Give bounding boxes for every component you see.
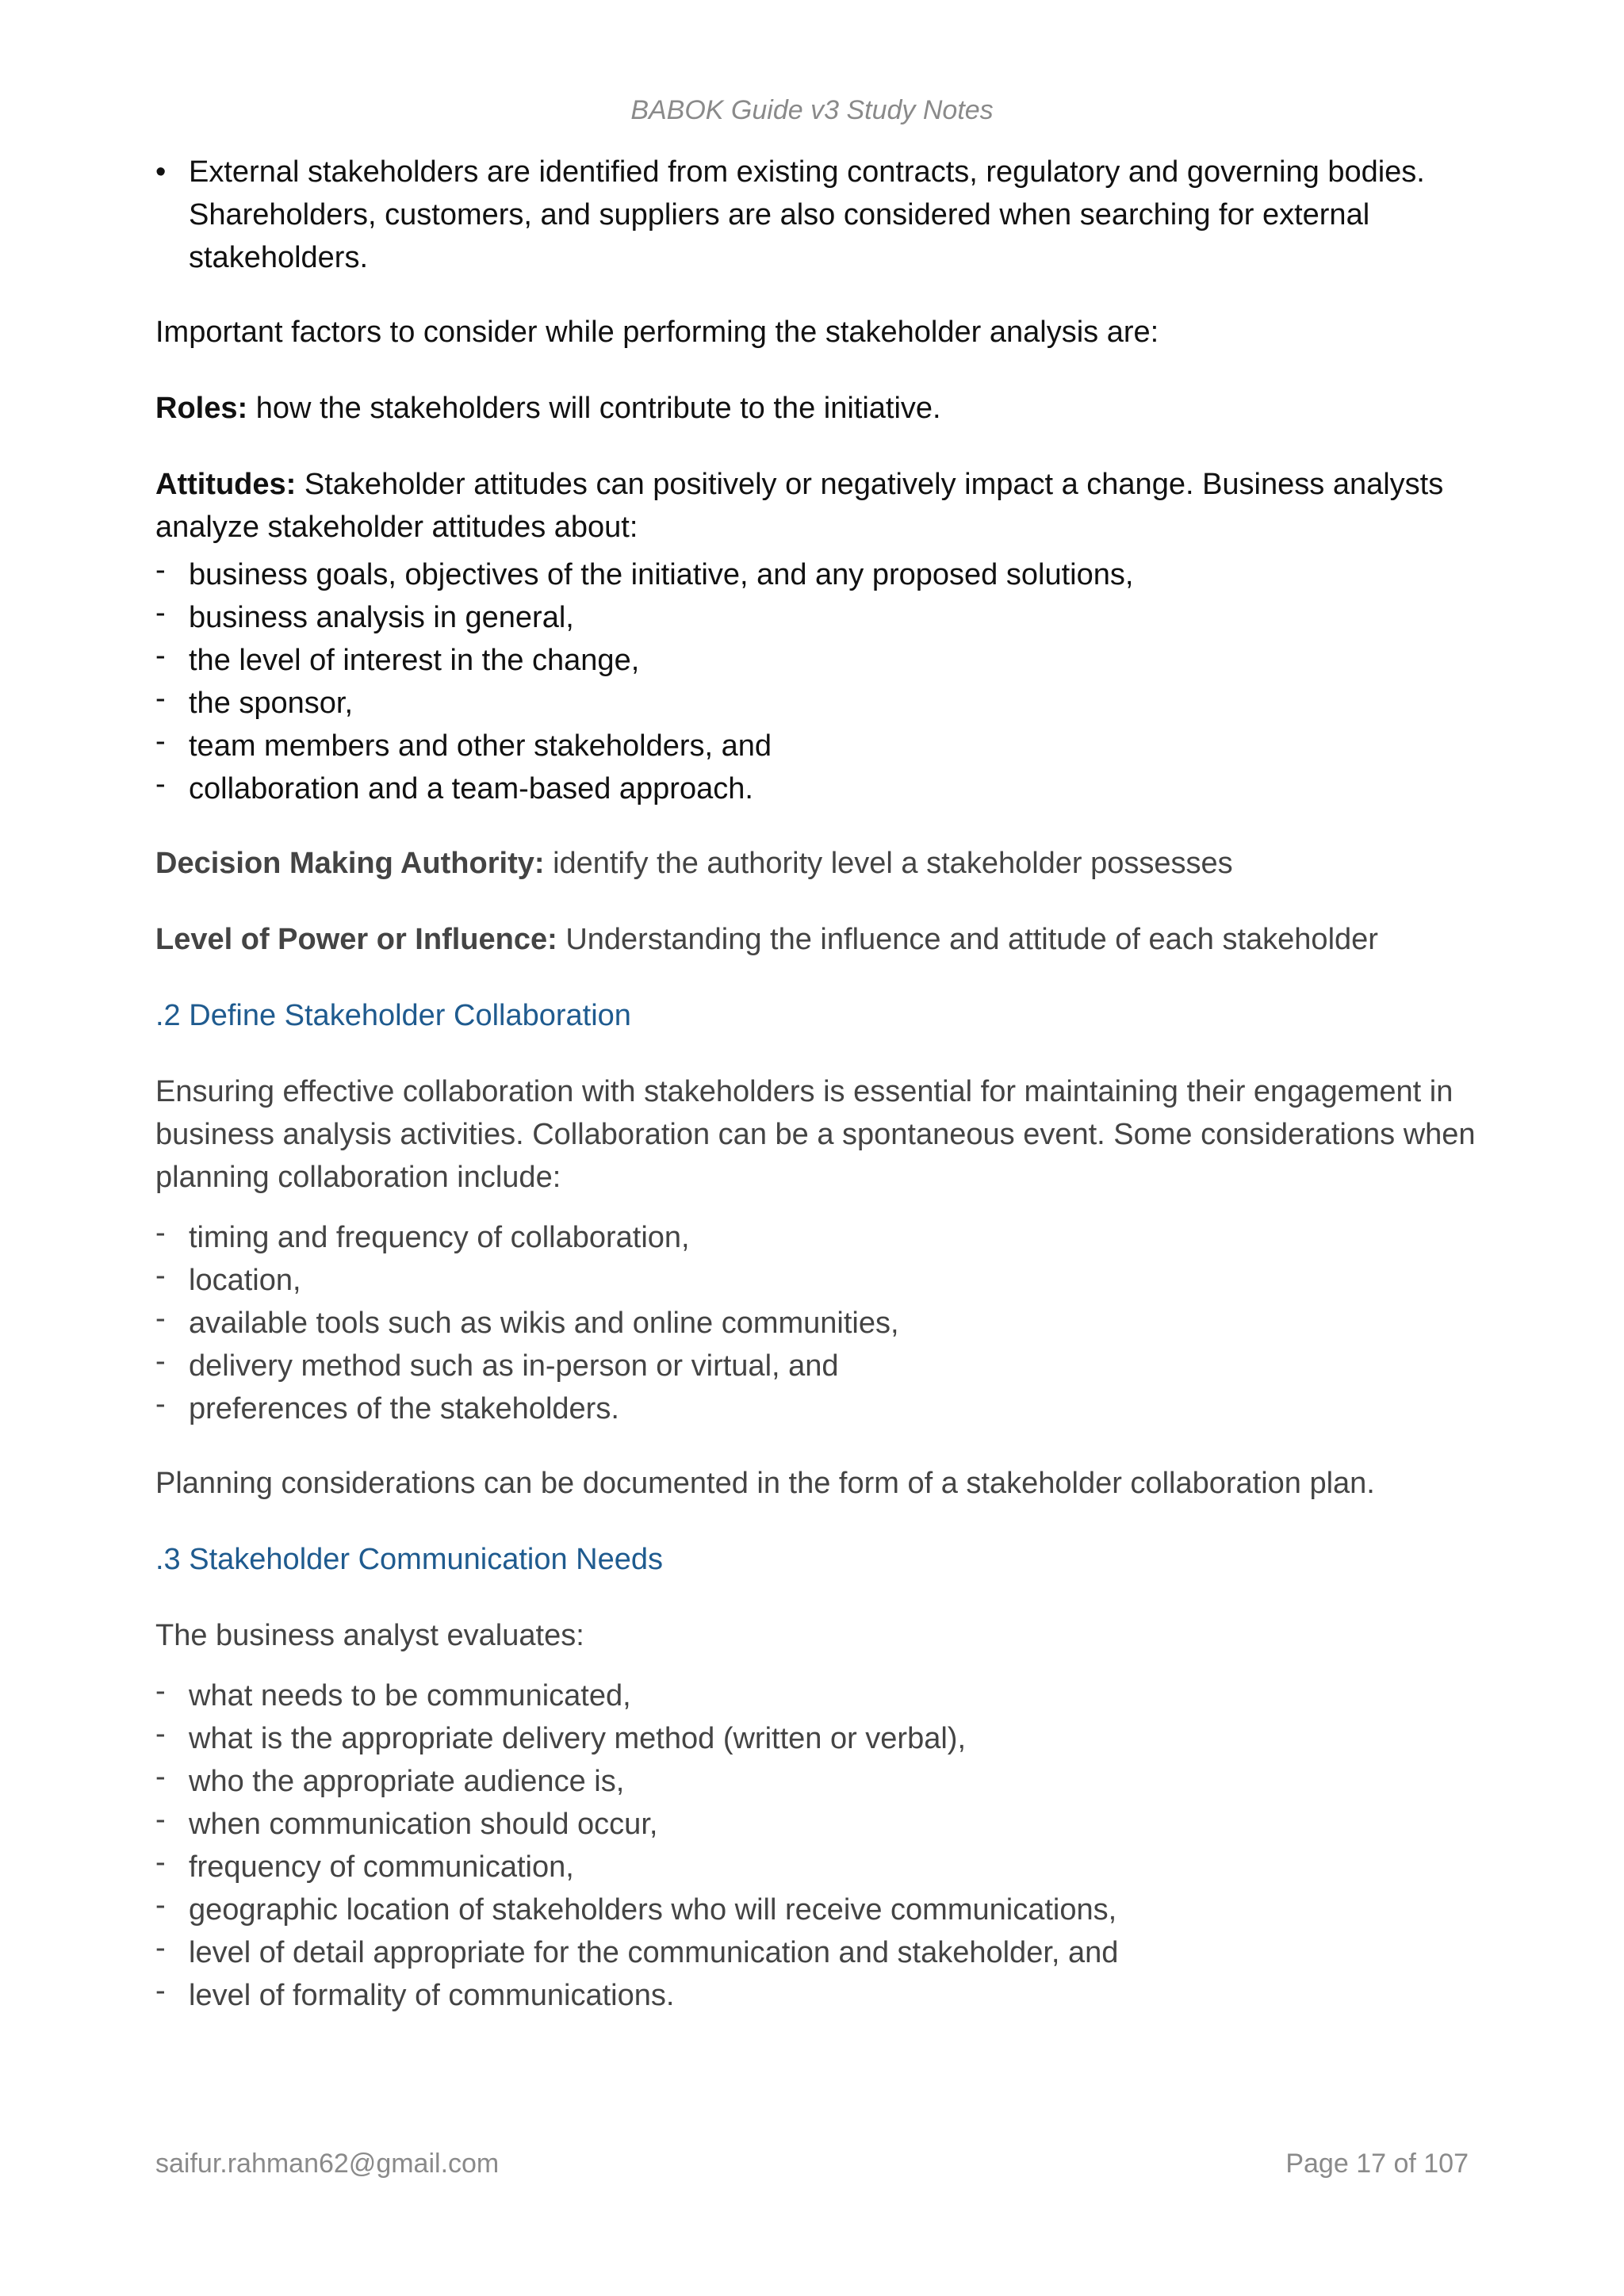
section-2-intro: Ensuring effective collaboration with stakeholders is essential for maintaining their engagement in business analysis activities. Collaboration can be a spontaneous event. Some considerations when planning collaboration include:	[155, 1075, 1476, 1194]
dash-icon: -	[155, 1803, 166, 1836]
list-item: - frequency of communication,	[155, 1846, 1488, 1888]
attitudes-label: Attitudes:	[155, 468, 297, 501]
decision-paragraph	[155, 842, 1488, 885]
dash-icon: -	[155, 1846, 166, 1879]
dash-icon: -	[155, 639, 166, 672]
roles-text: how the stakeholders will contribute to the initiative.	[247, 392, 941, 425]
dash-icon: -	[155, 725, 166, 758]
external-stakeholders-bullet	[155, 151, 1488, 279]
list-item: - level of detail appropriate for the communication and stakeholder, and	[155, 1931, 1488, 1974]
bullet-text: External stakeholders are identified from existing contracts, regulatory and governing bodies. Shareholders, customers, and suppliers are also considered when searching for external stakeholders.	[189, 155, 1425, 274]
list-item: - what needs to be communicated,	[155, 1674, 1488, 1717]
list-item: - who the appropriate audience is,	[155, 1760, 1488, 1803]
dash-icon: -	[155, 1387, 166, 1421]
list-item: - when communication should occur,	[155, 1803, 1488, 1846]
list-item: - delivery method such as in-person or virtual, and	[155, 1345, 1488, 1387]
section-2-closing: Planning considerations can be documented in the form of a stakeholder collaboration plan.	[155, 1467, 1375, 1500]
page-content	[155, 151, 1488, 2049]
attitudes-list	[155, 553, 1488, 810]
list-item: - business goals, objectives of the initiative, and any proposed solutions,	[155, 553, 1488, 596]
list-item: - location,	[155, 1259, 1488, 1302]
bullet-dot-icon: •	[155, 155, 167, 189]
list-item: - business analysis in general,	[155, 596, 1488, 639]
list-item: - geographic location of stakeholders who will receive communications,	[155, 1888, 1488, 1931]
page-header: BABOK Guide v3 Study Notes	[630, 95, 994, 125]
section-2-heading: .2 Define Stakeholder Collaboration	[155, 999, 631, 1032]
decision-text: identify the authority level a stakeholder possesses	[544, 847, 1233, 880]
list-item: - the level of interest in the change,	[155, 639, 1488, 682]
dash-icon: -	[155, 1931, 166, 1965]
dash-icon: -	[155, 1674, 166, 1708]
dash-icon: -	[155, 1760, 166, 1793]
decision-label: Decision Making Authority:	[155, 847, 545, 880]
attitudes-paragraph	[155, 463, 1488, 549]
dash-icon: -	[155, 767, 166, 801]
list-item: - team members and other stakeholders, and	[155, 725, 1488, 767]
dash-icon: -	[155, 1302, 166, 1335]
footer-page-number: Page 17 of 107	[1285, 2149, 1469, 2179]
dash-icon: -	[155, 1717, 166, 1751]
list-item: - preferences of the stakeholders.	[155, 1387, 1488, 1430]
attitudes-text: Stakeholder attitudes can positively or negatively impact a change. Business analysts analyze stakeholder attitudes about:	[155, 468, 1444, 544]
list-item: - what is the appropriate delivery method (written or verbal),	[155, 1717, 1488, 1760]
power-text: Understanding the influence and attitude of each stakeholder	[557, 923, 1378, 956]
list-item: - collaboration and a team-based approach.	[155, 767, 1488, 810]
section-3-intro: The business analyst evaluates:	[155, 1619, 584, 1652]
list-item: - the sponsor,	[155, 682, 1488, 725]
collaboration-list	[155, 1216, 1488, 1430]
dash-icon: -	[155, 1345, 166, 1378]
factors-intro: Important factors to consider while performing the stakeholder analysis are:	[155, 316, 1159, 349]
footer-email: saifur.rahman62@gmail.com	[155, 2149, 500, 2179]
communication-list	[155, 1674, 1488, 2017]
roles-paragraph	[155, 387, 1488, 430]
dash-icon: -	[155, 682, 166, 715]
list-item: - available tools such as wikis and online communities,	[155, 1302, 1488, 1345]
dash-icon: -	[155, 596, 166, 629]
dash-icon: -	[155, 1888, 166, 1922]
dash-icon: -	[155, 1216, 166, 1249]
section-3-heading: .3 Stakeholder Communication Needs	[155, 1543, 664, 1576]
list-item: - level of formality of communications.	[155, 1974, 1488, 2017]
list-item: - timing and frequency of collaboration,	[155, 1216, 1488, 1259]
roles-label: Roles:	[155, 392, 248, 425]
dash-icon: -	[155, 1259, 166, 1292]
power-label: Level of Power or Influence:	[155, 923, 557, 956]
dash-icon: -	[155, 553, 166, 587]
dash-icon: -	[155, 1974, 166, 2007]
power-paragraph	[155, 918, 1488, 961]
